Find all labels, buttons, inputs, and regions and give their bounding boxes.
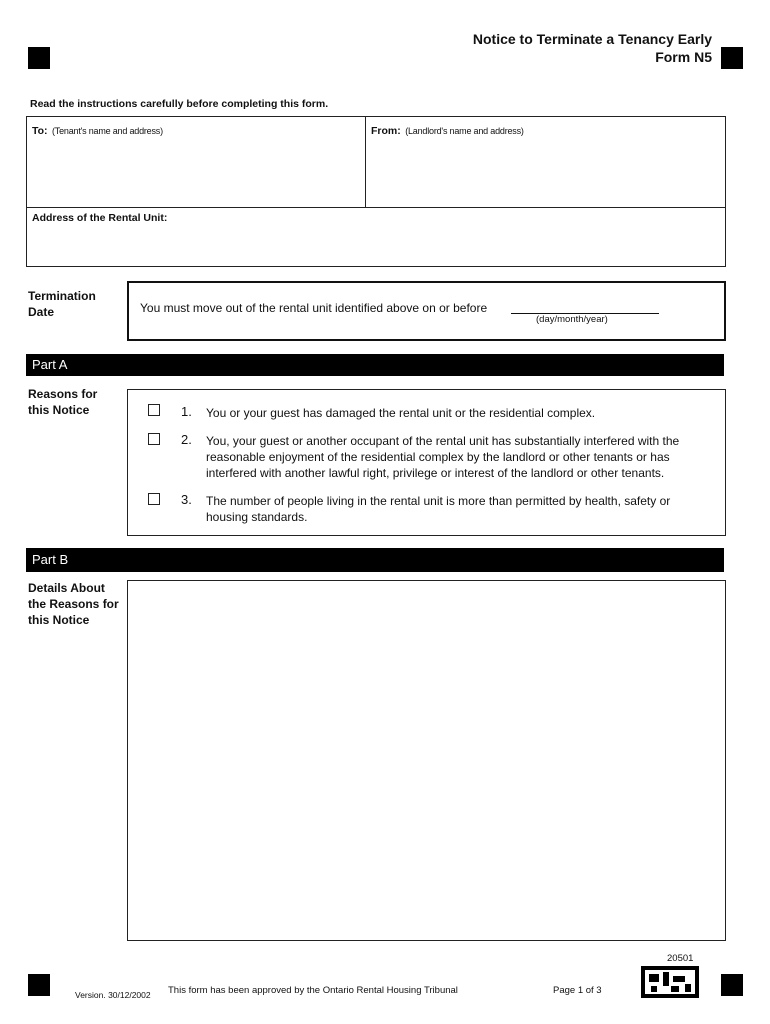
reason-1-number: 1. (181, 404, 192, 419)
part-b-label-line3: this Notice (28, 613, 90, 627)
part-b-label-line2: the Reasons for (28, 597, 119, 611)
to-field[interactable] (27, 117, 366, 207)
reason-3-checkbox[interactable] (148, 493, 160, 505)
part-a-header: Part A (26, 354, 724, 376)
version-text: Version. 30/12/2002 (75, 990, 151, 1000)
part-b-side-label (28, 580, 119, 628)
to-label: To: (32, 125, 48, 137)
instructions-text: Read the instructions carefully before completing this form. (30, 98, 329, 110)
form-id: Form N5 (655, 49, 712, 65)
reason-2-checkbox[interactable] (148, 433, 160, 445)
approval-text: This form has been approved by the Ontario Rental Housing Tribunal (168, 985, 458, 996)
from-field[interactable] (366, 117, 725, 207)
reason-1-text: You or your guest has damaged the rental unit or the residential complex. (206, 406, 596, 420)
to-hint: (Tenant's name and address) (52, 126, 163, 136)
registration-mark-top-right (721, 47, 743, 69)
termination-label-line2: Date (28, 305, 55, 319)
registration-mark-bottom-right (721, 974, 743, 996)
parties-box (26, 116, 726, 267)
termination-box (127, 281, 726, 341)
part-a-label-line1: Reasons for (28, 387, 98, 401)
reason-2-number: 2. (181, 432, 192, 447)
from-label: From: (371, 125, 401, 137)
part-a-label-line2: this Notice (28, 403, 90, 417)
reason-3-text: The number of people living in the rental unit is more than permitted by health, safety or housing standards. (206, 494, 671, 524)
address-label: Address of the Rental Unit: (32, 212, 168, 224)
form-barcode (641, 966, 699, 998)
date-format-hint: (day/month/year) (536, 314, 608, 325)
part-b-header: Part B (26, 548, 724, 572)
termination-side-label (28, 288, 96, 320)
form-title: Notice to Terminate a Tenancy Early (472, 31, 712, 47)
page-number: Page 1 of 3 (553, 985, 602, 996)
reason-1-checkbox[interactable] (148, 404, 160, 416)
termination-label-line1: Termination (28, 289, 96, 303)
part-a-side-label (28, 386, 97, 418)
details-textarea[interactable] (127, 580, 726, 941)
reason-2-text: You, your guest or another occupant of the rental unit has substantially interfered with the reasonable enjoyment of the residential complex by the landlord or other tenants or has interfered with another lawful right, privilege or interest of the landlord or other tenants. (206, 434, 680, 480)
address-field[interactable] (27, 207, 725, 267)
form-code: 20501 (667, 953, 694, 964)
part-b-label-line1: Details About (28, 581, 105, 595)
registration-mark-top-left (28, 47, 50, 69)
form-title-block (473, 30, 712, 66)
registration-mark-bottom-left (28, 974, 50, 996)
reason-3-number: 3. (181, 492, 192, 507)
from-hint: (Landlord's name and address) (405, 126, 524, 136)
termination-text: You must move out of the rental unit identified above on or before (140, 301, 488, 315)
